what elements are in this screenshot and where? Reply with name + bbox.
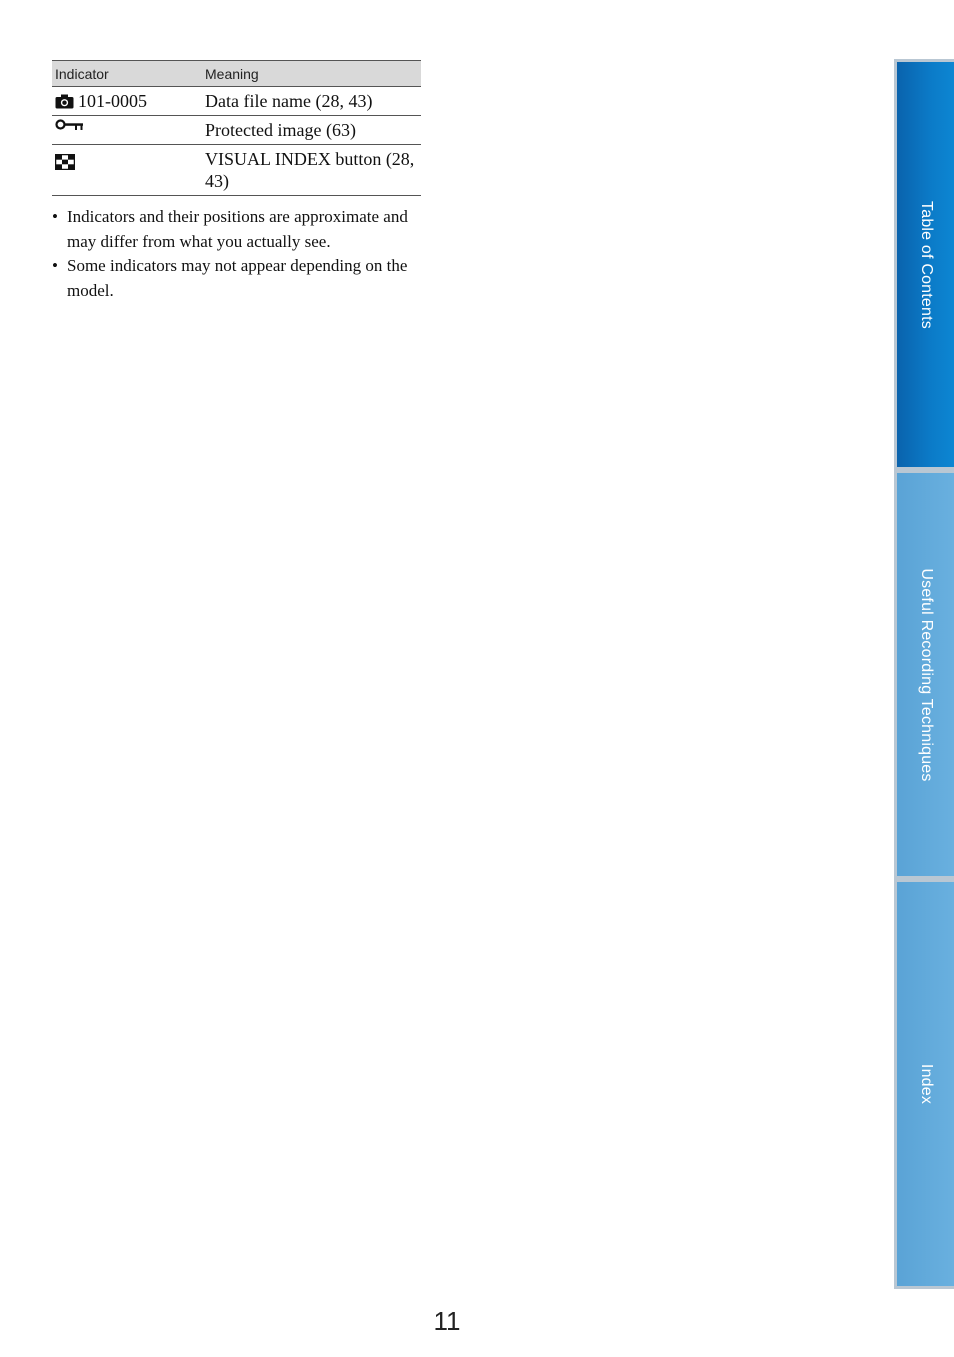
bullet: •	[52, 256, 58, 275]
tab-label: Index	[917, 1063, 935, 1105]
column-header-meaning: Meaning	[205, 61, 421, 87]
page-number: 11	[433, 1306, 461, 1336]
meaning-cell: VISUAL INDEX button (28, 43)	[205, 145, 421, 196]
table-header-row	[52, 61, 421, 87]
note-item	[52, 254, 422, 303]
camera-icon	[55, 94, 74, 109]
meaning-cell: Data file name (28, 43)	[205, 87, 421, 116]
meaning-cell: Protected image (63)	[205, 116, 421, 145]
indicator-cell	[52, 145, 205, 196]
key-icon	[55, 119, 84, 131]
visual-index-icon	[55, 154, 75, 170]
tab-label: Useful Recording Techniques	[917, 567, 935, 782]
file-number-text: 101-0005	[78, 91, 147, 111]
column-header-indicator: Indicator	[52, 61, 205, 87]
notes-list	[52, 205, 422, 303]
bullet: •	[52, 207, 58, 226]
note-text: Indicators and their positions are approximate and may differ from what you actually see.	[67, 207, 408, 251]
indicator-cell	[52, 116, 205, 145]
indicator-table	[52, 60, 421, 196]
table-row	[52, 87, 421, 116]
table-row	[52, 145, 421, 196]
table-row	[52, 116, 421, 145]
tab-index[interactable]	[894, 879, 954, 1289]
note-item	[52, 205, 422, 254]
note-text: Some indicators may not appear depending on the model.	[67, 256, 408, 300]
tab-label: Table of Contents	[917, 200, 935, 329]
indicator-cell	[52, 87, 205, 116]
tab-table-of-contents[interactable]	[894, 59, 954, 470]
tab-useful-recording-techniques[interactable]	[894, 470, 954, 879]
